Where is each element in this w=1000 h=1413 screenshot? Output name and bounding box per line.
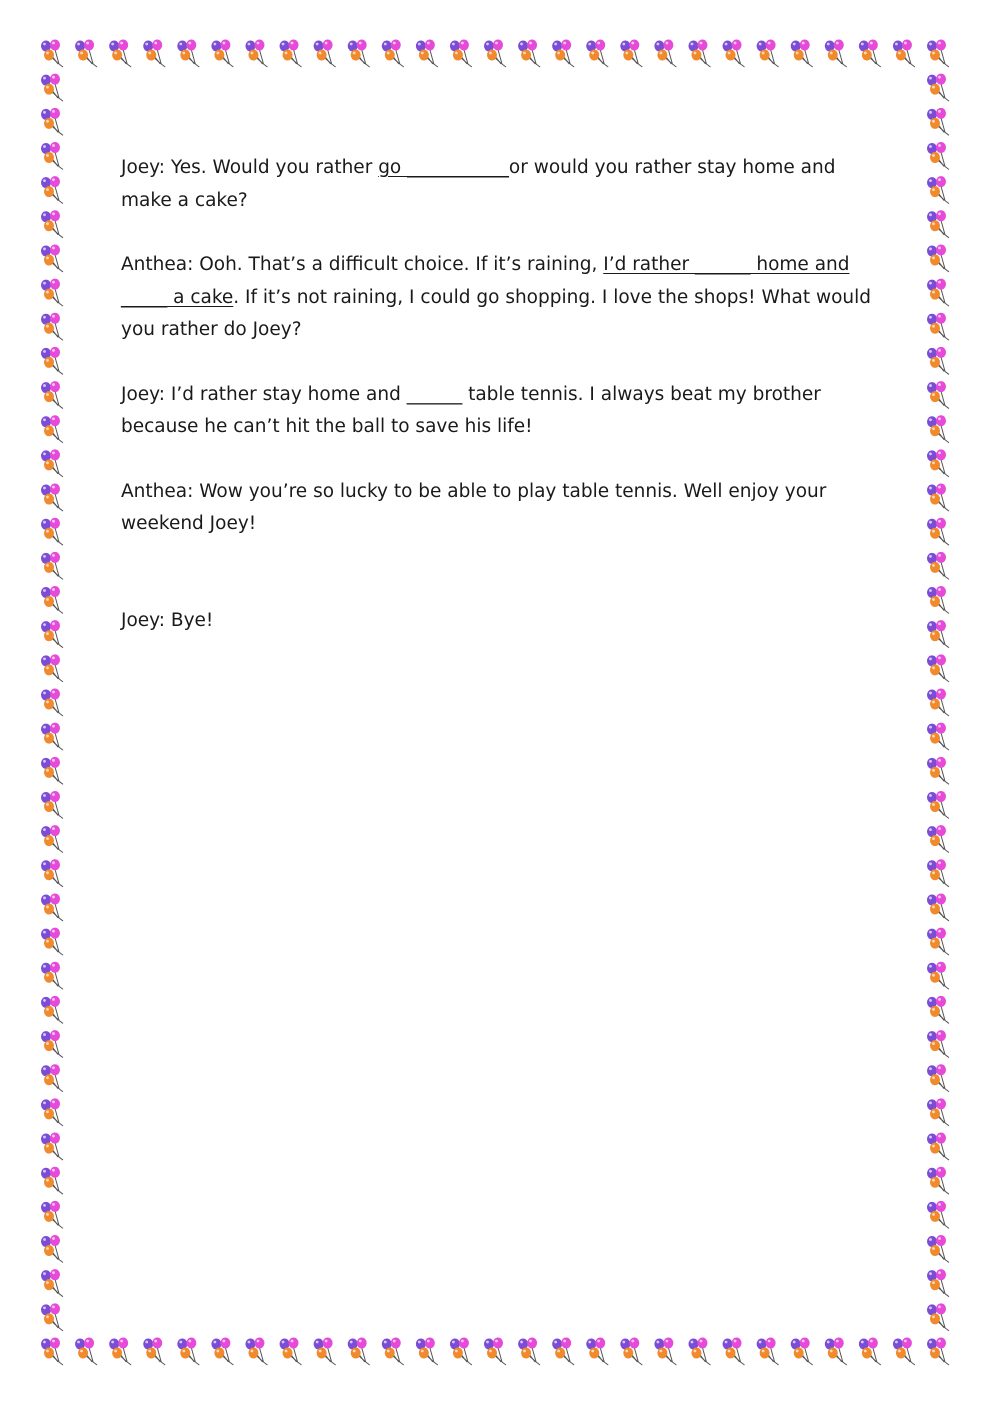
balloon-bunch-icon	[41, 689, 63, 717]
balloon-bunch-icon	[41, 1030, 63, 1058]
balloon-bunch-icon	[177, 40, 199, 68]
balloon-bunch-icon	[382, 1338, 404, 1366]
balloon-bunch-icon	[109, 1338, 131, 1366]
balloon-bunch-icon	[927, 1338, 949, 1366]
balloon-bunch-icon	[245, 40, 267, 68]
balloon-bunch-icon	[586, 1338, 608, 1366]
balloon-bunch-icon	[927, 518, 949, 546]
balloon-bunch-icon	[280, 40, 302, 68]
balloon-bunch-icon	[757, 40, 779, 68]
balloon-bunch-icon	[41, 552, 63, 580]
balloon-bunch-icon	[484, 40, 506, 68]
balloon-bunch-icon	[927, 108, 949, 136]
balloon-bunch-icon	[927, 893, 949, 921]
balloon-bunch-icon	[927, 1098, 949, 1126]
balloon-bunch-icon	[927, 1235, 949, 1263]
balloon-bunch-icon	[41, 723, 63, 751]
balloon-bunch-icon	[927, 791, 949, 819]
balloon-bunch-icon	[41, 449, 63, 477]
balloon-bunch-icon	[41, 1201, 63, 1229]
balloon-bunch-icon	[518, 1338, 540, 1366]
balloon-bunch-icon	[41, 962, 63, 990]
balloon-bunch-icon	[41, 244, 63, 272]
balloon-bunch-icon	[723, 40, 745, 68]
balloon-bunch-icon	[927, 1167, 949, 1195]
balloon-bunch-icon	[825, 1338, 847, 1366]
balloon-bunch-icon	[41, 142, 63, 170]
balloon-bunch-icon	[927, 415, 949, 443]
balloon-bunch-icon	[927, 313, 949, 341]
balloon-bunch-icon	[927, 723, 949, 751]
balloon-bunch-icon	[927, 449, 949, 477]
balloon-bunch-icon	[927, 586, 949, 614]
balloon-bunch-icon	[416, 1338, 438, 1366]
fill-blank-2: I’d rather ______ home and _____ a cake	[121, 254, 850, 308]
balloon-bunch-icon	[416, 40, 438, 68]
balloon-bunch-icon	[484, 1338, 506, 1366]
balloon-bunch-icon	[757, 1338, 779, 1366]
balloon-bunch-icon	[620, 1338, 642, 1366]
balloon-bunch-icon	[314, 1338, 336, 1366]
balloon-bunch-icon	[41, 279, 63, 307]
balloon-bunch-icon	[41, 1338, 63, 1366]
balloon-bunch-icon	[927, 1064, 949, 1092]
dialogue-line-3	[121, 379, 881, 444]
balloon-bunch-icon	[245, 1338, 267, 1366]
dialogue-text	[121, 152, 881, 669]
balloon-bunch-icon	[825, 40, 847, 68]
line-text: Joey: Yes. Would you rather	[121, 157, 379, 178]
balloon-bunch-icon	[723, 1338, 745, 1366]
balloon-bunch-icon	[41, 620, 63, 648]
balloon-bunch-icon	[927, 962, 949, 990]
balloon-bunch-icon	[927, 244, 949, 272]
balloon-bunch-icon	[927, 620, 949, 648]
balloon-bunch-icon	[620, 40, 642, 68]
balloon-bunch-icon	[927, 347, 949, 375]
balloon-bunch-icon	[41, 825, 63, 853]
balloon-bunch-icon	[791, 40, 813, 68]
balloon-bunch-icon	[927, 381, 949, 409]
balloon-bunch-icon	[893, 1338, 915, 1366]
balloon-bunch-icon	[927, 142, 949, 170]
balloon-bunch-icon	[211, 1338, 233, 1366]
balloon-bunch-icon	[41, 313, 63, 341]
dialogue-line-2	[121, 249, 881, 347]
balloon-bunch-icon	[927, 40, 949, 68]
balloon-bunch-icon	[41, 347, 63, 375]
balloon-bunch-icon	[927, 552, 949, 580]
balloon-bunch-icon	[41, 518, 63, 546]
balloon-bunch-icon	[41, 381, 63, 409]
line-text: . If it’s not raining, I could go shopping. I love the shops! What would you rather do Joey?	[121, 286, 872, 340]
balloon-bunch-icon	[177, 1338, 199, 1366]
balloon-bunch-icon	[450, 40, 472, 68]
balloon-bunch-icon	[41, 893, 63, 921]
balloon-bunch-icon	[41, 210, 63, 238]
balloon-bunch-icon	[927, 279, 949, 307]
balloon-bunch-icon	[280, 1338, 302, 1366]
balloon-bunch-icon	[654, 1338, 676, 1366]
balloon-bunch-icon	[143, 1338, 165, 1366]
balloon-bunch-icon	[927, 1269, 949, 1297]
balloon-bunch-icon	[893, 40, 915, 68]
balloon-bunch-icon	[927, 859, 949, 887]
balloon-bunch-icon	[41, 40, 63, 68]
balloon-bunch-icon	[41, 176, 63, 204]
balloon-bunch-icon	[927, 689, 949, 717]
balloon-bunch-icon	[41, 484, 63, 512]
balloon-bunch-icon	[927, 1201, 949, 1229]
balloon-bunch-icon	[143, 40, 165, 68]
line-text: Anthea: Ooh. That’s a difficult choice. If it’s raining,	[121, 254, 604, 275]
balloon-bunch-icon	[927, 757, 949, 785]
line-text: or would you rather stay home and make a cake?	[121, 157, 836, 211]
balloon-bunch-icon	[41, 415, 63, 443]
balloon-bunch-icon	[41, 1098, 63, 1126]
balloon-bunch-icon	[552, 40, 574, 68]
balloon-bunch-icon	[41, 1235, 63, 1263]
balloon-bunch-icon	[75, 1338, 97, 1366]
balloon-bunch-icon	[109, 40, 131, 68]
balloon-bunch-icon	[518, 40, 540, 68]
balloon-bunch-icon	[688, 1338, 710, 1366]
balloon-bunch-icon	[314, 40, 336, 68]
balloon-bunch-icon	[348, 1338, 370, 1366]
balloon-bunch-icon	[41, 859, 63, 887]
balloon-bunch-icon	[41, 1167, 63, 1195]
balloon-bunch-icon	[688, 40, 710, 68]
balloon-bunch-icon	[75, 40, 97, 68]
balloon-bunch-icon	[927, 1030, 949, 1058]
line-text: Joey: Bye!	[121, 609, 214, 631]
balloon-bunch-icon	[791, 1338, 813, 1366]
balloon-bunch-icon	[382, 40, 404, 68]
balloon-bunch-icon	[41, 108, 63, 136]
balloon-bunch-icon	[348, 40, 370, 68]
fill-blank-1: go ___________	[378, 157, 509, 178]
balloon-bunch-icon	[927, 654, 949, 682]
balloon-bunch-icon	[41, 996, 63, 1024]
balloon-bunch-icon	[927, 1303, 949, 1331]
balloon-bunch-icon	[927, 484, 949, 512]
balloon-bunch-icon	[586, 40, 608, 68]
balloon-bunch-icon	[41, 74, 63, 102]
balloon-bunch-icon	[927, 74, 949, 102]
dialogue-line-1	[121, 152, 881, 217]
balloon-bunch-icon	[41, 928, 63, 956]
balloon-bunch-icon	[41, 791, 63, 819]
balloon-bunch-icon	[450, 1338, 472, 1366]
balloon-bunch-icon	[927, 928, 949, 956]
balloon-bunch-icon	[859, 1338, 881, 1366]
balloon-bunch-icon	[41, 586, 63, 614]
line-text: Anthea: Wow you’re so lucky to be able to play table tennis. Well enjoy your weekend Joey!	[121, 480, 827, 534]
balloon-bunch-icon	[927, 996, 949, 1024]
balloon-bunch-icon	[927, 825, 949, 853]
balloon-bunch-icon	[859, 40, 881, 68]
balloon-bunch-icon	[41, 1269, 63, 1297]
balloon-bunch-icon	[41, 757, 63, 785]
balloon-bunch-icon	[211, 40, 233, 68]
dialogue-line-5	[121, 605, 881, 638]
balloon-bunch-icon	[41, 1133, 63, 1161]
balloon-bunch-icon	[654, 40, 676, 68]
balloon-bunch-icon	[41, 654, 63, 682]
balloon-bunch-icon	[927, 210, 949, 238]
balloon-bunch-icon	[927, 1133, 949, 1161]
balloon-bunch-icon	[41, 1303, 63, 1331]
balloon-bunch-icon	[927, 176, 949, 204]
balloon-bunch-icon	[41, 1064, 63, 1092]
dialogue-line-4	[121, 476, 881, 541]
line-text: Joey: I’d rather stay home and ______ table tennis. I always beat my brother because he can’t hit the ball to save his life!	[121, 383, 821, 437]
balloon-bunch-icon	[552, 1338, 574, 1366]
